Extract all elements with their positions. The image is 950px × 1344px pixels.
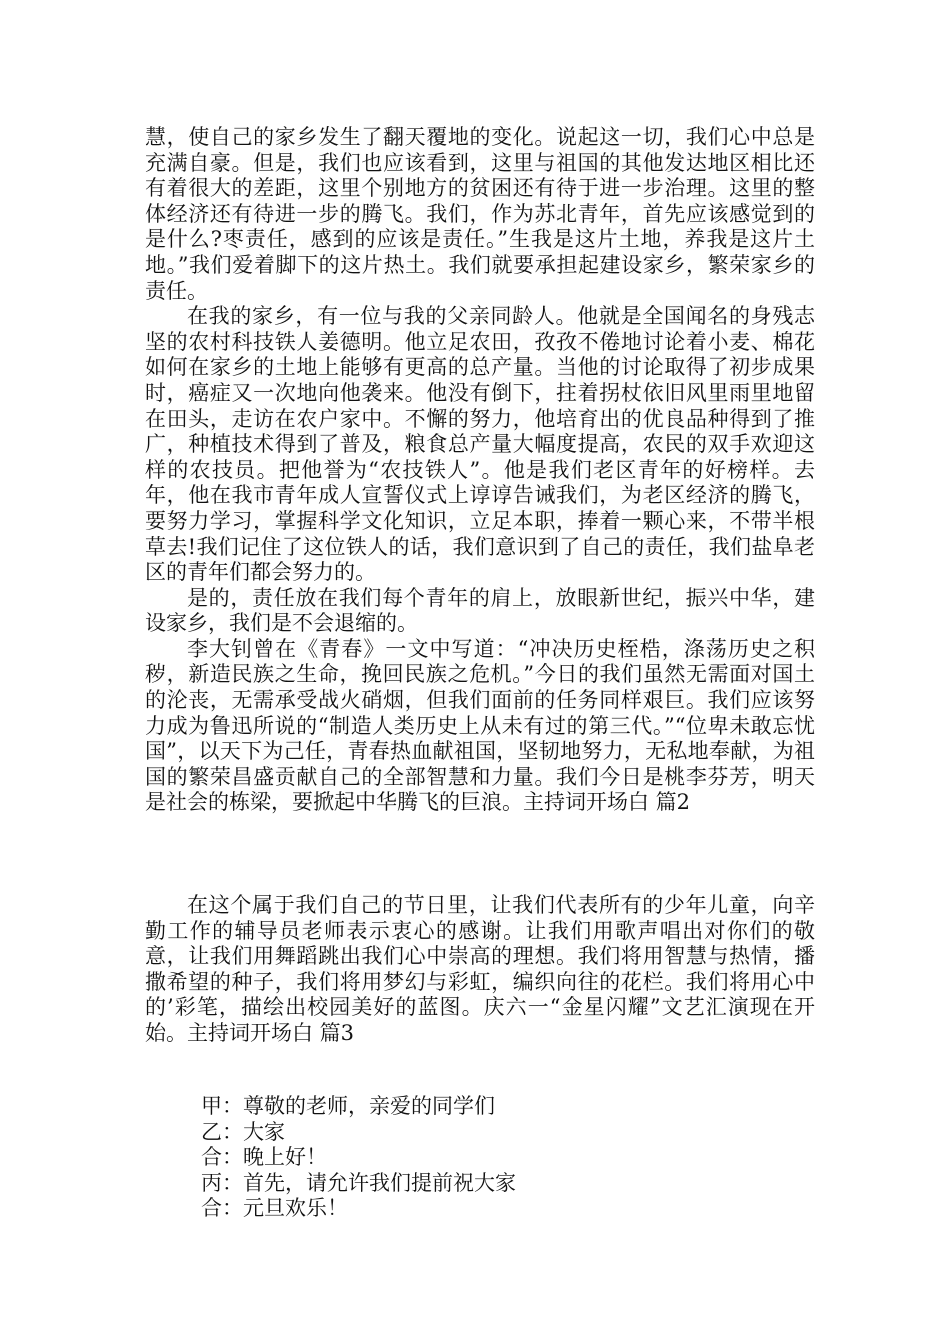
paragraph-jiang-deming: 在我的家乡，有一位与我的父亲同龄人。他就是全国闻名的身残志坚的农村科技铁人姜德明。他立足农田，孜孜不倦地讨论着小麦、棉花如何在家乡的土地上能够有更高的总产量。当他的讨论取得了初步成果时，癌症又一次地向他袭来。他没有倒下，拄着拐杖依旧风里雨里地留在田头，走访在农户家中。不懈的努力，他培育出的优良品种得到了推广，种植技术得到了普及，粮食总产量大幅度提高，农民的双手欢迎这样的农技员。把他誉为“农技铁人”。他是我们老区青年的好榜样。去年，他在我市青年成人宣誓仪式上谆谆告诫我们，为老区经济的腾飞，要努力学习，掌握科学文化知识，立足本职，捧着一颗心来，不带半根草去!我们记住了这位铁人的话，我们意识到了自己的责任，我们盐阜老区的青年们都会努力的。: [145, 304, 815, 585]
dialogue-line-he-1: 合：晚上好！: [201, 1145, 327, 1170]
dialogue-line-jia: 甲：尊敬的老师，亲爱的同学们: [201, 1094, 495, 1118]
paragraph-li-dazhao: 李大钊曾在《青春》一文中写道：“冲决历史桎梏，涤荡历史之积秽，新造民族之生命，挽回民族之危机。”今日的我们虽然无需面对国土的沦丧，无需承受战火硝烟，但我们面前的任务同样艰巨。我们应该努力成为鲁迅所说的“制造人类历史上从未有过的第三代。”“位卑未敢忘忧国”，以天下为己任，青春热血献祖国，坚韧地努力，无私地奉献，为祖国的繁荣昌盛贡献自己的全部智慧和力量。我们今日是桃李芬芳，明天是社会的栋梁，要掀起中华腾飞的巨浪。主持词开场白 篇2: [145, 636, 815, 815]
document-section-1: [145, 125, 815, 816]
dialogue-line-bing: 丙：首先，请允许我们提前祝大家: [201, 1170, 516, 1195]
paragraph-children-day: 在这个属于我们自己的节日里，让我们代表所有的少年儿童，向辛勤工作的辅导员老师表示衷心的感谢。让我们用歌声唱出对你们的敬意，让我们用舞蹈跳出我们心中崇高的理想。我们将用智慧与热情，播撒希望的种子，我们将用梦幻与彩虹，编织向往的花栏。我们将用心中的’彩笔，描绘出校园美好的蓝图。庆六一“金星闪耀”文艺汇演现在开始。主持词开场白 篇3: [145, 893, 815, 1045]
paragraph-hometown-change: 慧，使自己的家乡发生了翻天覆地的变化。说起这一切，我们心中总是充满自豪。但是，我们也应该看到，这里与祖国的其他发达地区相比还有着很大的差距，这里个别地方的贫困还有待于进一步治理。这里的整体经济还有待进一步的腾飞。我们，作为苏北青年，首先应该感觉到的是什么?枣责任，感到的应该是责任。”生我是这片土地，养我是这片土地。”我们爱着脚下的这片热土。我们就要承担起建设家乡，繁荣家乡的责任。: [145, 125, 815, 303]
paragraph-responsibility: 是的，责任放在我们每个青年的肩上，放眼新世纪，振兴中华，建设家乡，我们是不会退缩的。: [145, 585, 815, 636]
dialogue-line-yi: 乙：大家: [201, 1119, 285, 1144]
dialogue-section: [145, 1094, 815, 1222]
dialogue-line-he-2: 合：元旦欢乐！: [201, 1196, 348, 1221]
document-section-2: [145, 893, 815, 1047]
